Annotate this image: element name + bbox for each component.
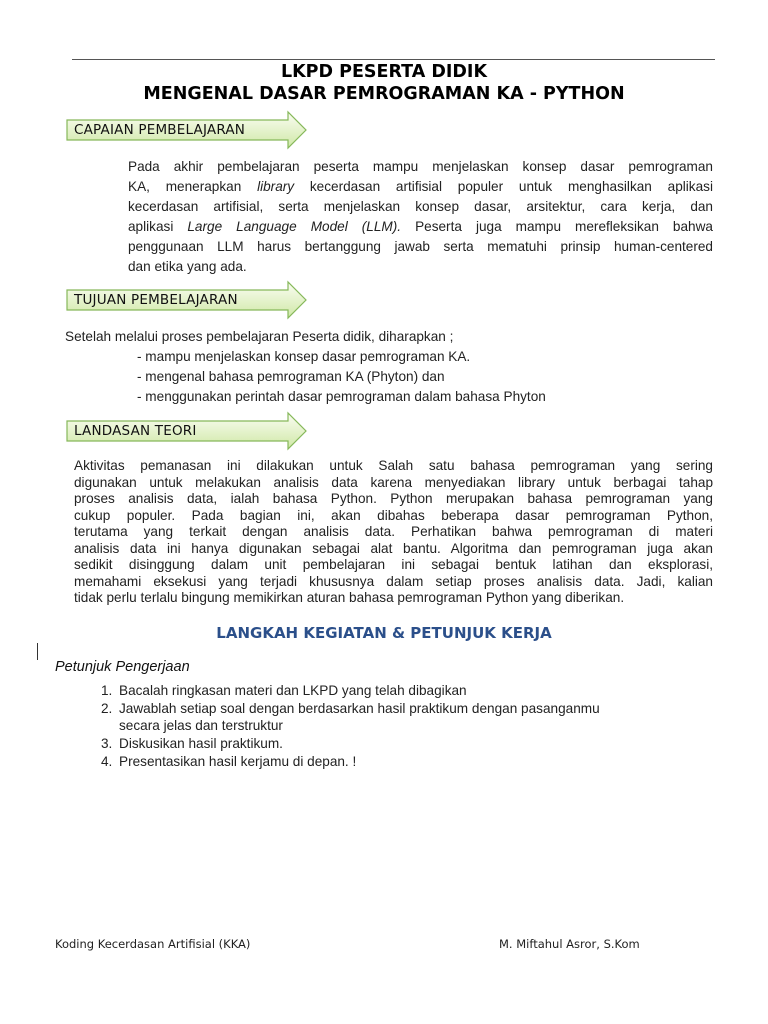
document-title-line1: LKPD PESERTA DIDIK [280,62,488,82]
step-number: 2. [101,701,113,716]
footer-right: M. Miftahul Asror, S.Kom [499,937,640,951]
tujuan-label: TUJUAN PEMBELAJARAN [74,292,238,308]
footer-left: Koding Kecerdasan Artifisial (KKA) [55,937,251,951]
capaian-line: kecerdasan artifisial, serta menjelaskan konsep dasar, arsitektur, cara kerja, dan [128,199,713,214]
tujuan-item: - mampu menjelaskan konsep dasar pemrograman KA. [137,349,471,364]
steps-list [101,682,701,771]
tujuan-intro: Setelah melalui proses pembelajaran Peserta didik, diharapkan ; [65,329,454,344]
tujuan-item: - mengenal bahasa pemrograman KA (Phyton) dan [137,369,445,384]
landasan-line: sedikit disinggung dalam unit pembelajaran ini sebagai bentuk latihan dan eksplorasi, [74,557,713,572]
petunjuk-subhead: Petunjuk Pengerjaan [55,659,190,675]
landasan-line: cukup populer. Pada bagian ini, akan dibahas beberapa dasar pemrograman Python, [74,507,713,523]
step-number: 1. [101,683,113,698]
langkah-title: LANGKAH KEGIATAN & PETUNJUK KERJA [216,624,552,642]
landasan-line: tidak perlu terlalu bingung memikirkan aturan bahasa pemrograman Python yang diberikan. [74,590,625,605]
landasan-label: LANDASAN TEORI [74,423,197,439]
capaian-line: Pada akhir pembelajaran peserta mampu menjelaskan konsep dasar pemrograman [128,159,713,174]
landasan-line: proses analisis data, ialah bahasa Python. Python merupakan bahasa pemrograman yang [74,491,713,506]
step-number: 3. [101,736,113,751]
step-item [101,735,701,752]
landasan-paragraph [74,458,713,607]
capaian-paragraph [128,157,713,277]
emphasis-text: Large Language Model (LLM). [187,219,402,234]
top-rule [72,59,715,60]
landasan-line: terutama yang terkait dengan analisis data. Perhatikan bahwa pemrograman di materi [74,524,713,539]
landasan-line: digunakan untuk melakukan analisis data karena menyediakan library untuk berbagai tahap [74,474,713,490]
capaian-line: dan etika yang ada. [128,259,247,274]
landasan-line: analisis data ini hanya digunakan sebagai alat bantu. Algoritma dan pemrograman juga akan [74,540,713,556]
capaian-line: penggunaan LLM harus bertanggung jawab serta mematuhi prinsip human-centered [128,239,713,254]
capaian-label: CAPAIAN PEMBELAJARAN [74,122,246,138]
emphasis-text: library [257,179,295,194]
capaian-arrow-label [66,110,308,150]
capaian-line: aplikasi Large Language Model (LLM). Peserta juga mampu merefleksikan bahwa [128,219,713,234]
landasan-arrow-label [66,411,308,451]
tujuan-item: - menggunakan perintah dasar pemrograman dalam bahasa Phyton [137,389,546,404]
step-item [101,753,701,770]
step-text: Presentasikan hasil kerjamu di depan. ! [119,754,357,769]
text-cursor [37,643,38,660]
step-text: Jawablah setiap soal dengan berdasarkan hasil praktikum dengan pasanganmu [119,701,600,716]
step-item [101,682,701,699]
step-item [101,700,701,734]
step-text-continued: secara jelas dan terstruktur [119,718,283,733]
step-text: Bacalah ringkasan materi dan LKPD yang telah dibagikan [119,683,467,698]
landasan-line: memahami eksekusi yang terjadi khususnya dalam setiap proses analisis data. Jadi, kalian [74,573,713,589]
tujuan-arrow-label [66,280,308,320]
step-text: Diskusikan hasil praktikum. [119,736,283,751]
landasan-line: Aktivitas pemanasan ini dilakukan untuk Salah satu bahasa pemrograman yang sering [74,458,713,473]
capaian-line: KA, menerapkan library kecerdasan artifisial populer untuk menghasilkan aplikasi [128,179,713,194]
document-title-line2: MENGENAL DASAR PEMROGRAMAN KA - PYTHON [143,84,625,104]
step-number: 4. [101,754,113,769]
